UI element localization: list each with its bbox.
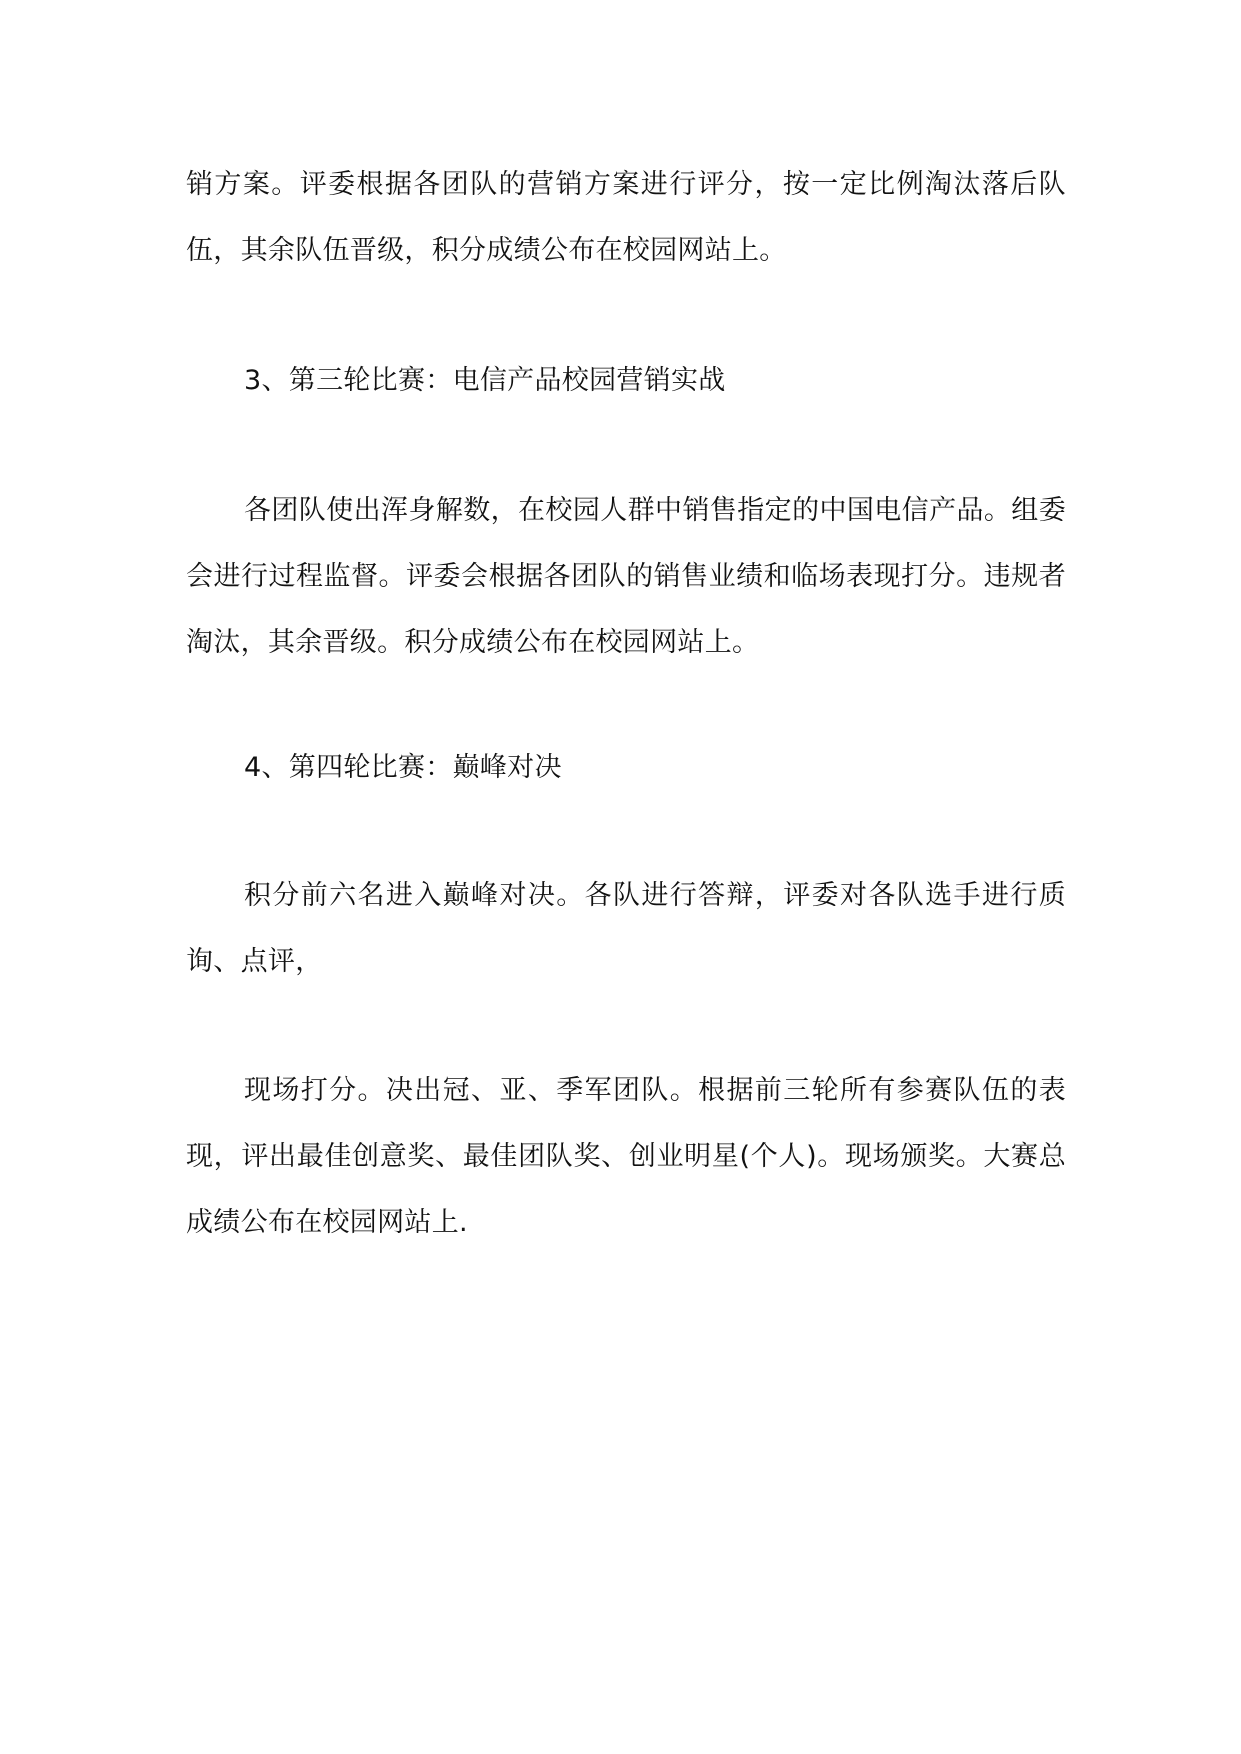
heading-round-three: 3、第三轮比赛：电信产品校园营销实战 bbox=[244, 365, 726, 396]
paragraph-final-scoring-awards: 现场打分。决出冠、亚、季军团队。根据前三轮所有参赛队伍的表现，评出最佳创意奖、最佳团队奖、创业明星(个人)。现场颁奖。大赛总成绩公布在校园网站上. bbox=[186, 1075, 1066, 1238]
paragraph-continued-marketing-plan: 销方案。评委根据各团队的营销方案进行评分，按一定比例淘汰落后队伍，其余队伍晋级，积分成绩公布在校园网站上。 bbox=[186, 169, 1066, 266]
paragraph-round-four-details: 积分前六名进入巅峰对决。各队进行答辩，评委对各队选手进行质询、点评， bbox=[186, 880, 1066, 977]
heading-round-four: 4、第四轮比赛：巅峰对决 bbox=[244, 752, 562, 783]
paragraph-round-three-details: 各团队使出浑身解数，在校园人群中销售指定的中国电信产品。组委会进行过程监督。评委会根据各团队的销售业绩和临场表现打分。违规者淘汰，其余晋级。积分成绩公布在校园网站上。 bbox=[186, 495, 1066, 658]
